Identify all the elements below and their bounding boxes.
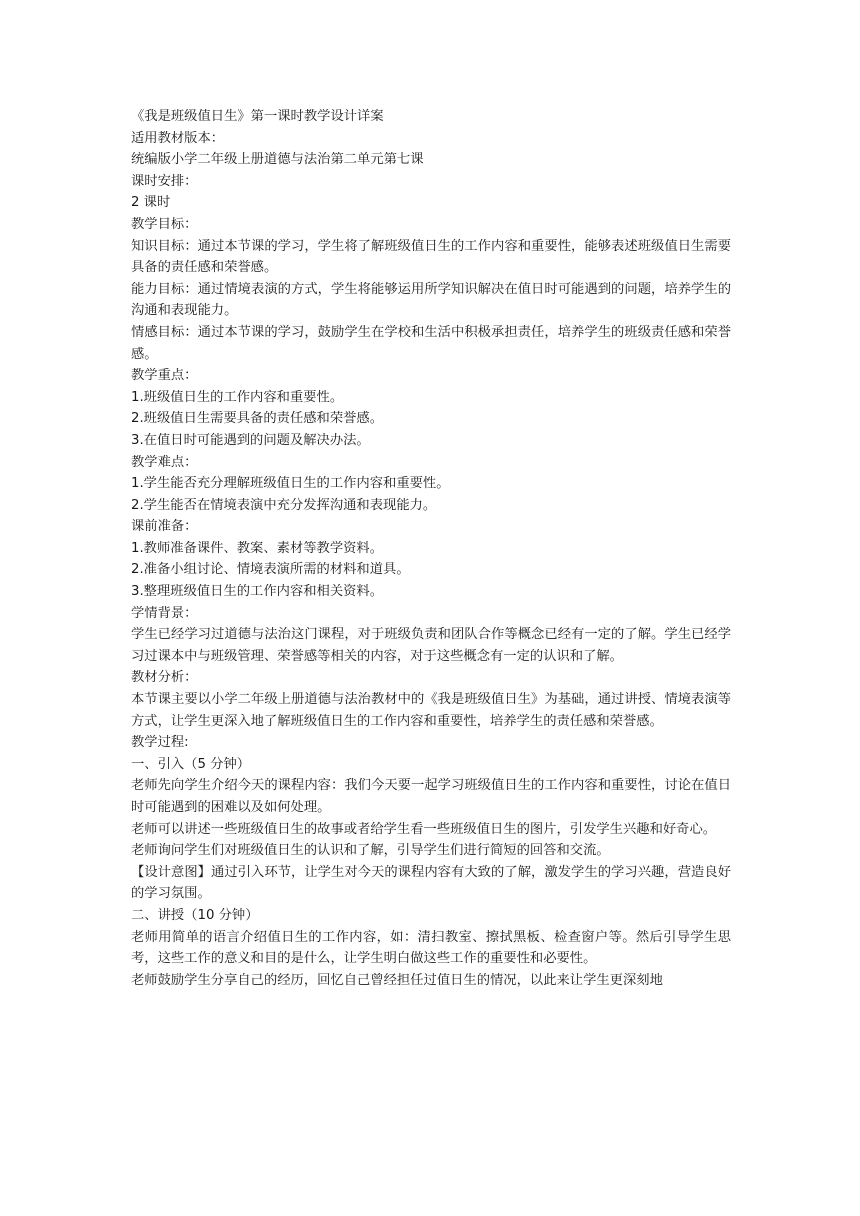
introduction-paragraph: 老师询问学生们对班级值日生的认识和了解，引导学生们进行简短的回答和交流。 bbox=[131, 843, 610, 859]
heading-learner-background: 学情背景： bbox=[131, 605, 198, 621]
heading-class-hours: 课时安排： bbox=[131, 173, 198, 189]
goal-knowledge: 知识目标：通过本节课的学习，学生将了解班级值日生的工作内容和重要性，能够表述班级值日生需要具备的责任感和荣誉感。 bbox=[131, 238, 731, 276]
preparation-item: 2.准备小组讨论、情境表演所需的材料和道具。 bbox=[131, 562, 410, 578]
textbook-version-text: 统编版小学二年级上册道德与法治第二单元第七课 bbox=[131, 152, 424, 168]
key-point-item: 2.班级值日生需要具备的责任感和荣誉感。 bbox=[131, 411, 384, 427]
section-introduction: 一、引入（5 分钟） bbox=[131, 756, 251, 772]
introduction-paragraph: 老师可以讲述一些班级值日生的故事或者给学生看一些班级值日生的图片，引发学生兴趣和好奇心。 bbox=[131, 821, 717, 837]
goal-ability: 能力目标：通过情境表演的方式，学生将能够运用所学知识解决在值日时可能遇到的问题，培养学生的沟通和表现能力。 bbox=[131, 281, 731, 319]
difficulty-item: 1.学生能否充分理解班级值日生的工作内容和重要性。 bbox=[131, 476, 450, 492]
heading-key-points: 教学重点： bbox=[131, 368, 198, 384]
difficulty-item: 2.学生能否在情境表演中充分发挥沟通和表现能力。 bbox=[131, 497, 437, 513]
lecture-paragraph: 老师用简单的语言介绍值日生的工作内容，如：清扫教室、擦拭黑板、检查窗户等。然后引导学生思考，这些工作的意义和目的是什么，让学生明白做这些工作的重要性和必要性。 bbox=[131, 929, 731, 967]
key-point-item: 1.班级值日生的工作内容和重要性。 bbox=[131, 389, 344, 405]
learner-background-text: 学生已经学习过道德与法治这门课程，对于班级负责和团队合作等概念已经有一定的了解。学生已经学习过课本中与班级管理、荣誉感等相关的内容，对于这些概念有一定的认识和了解。 bbox=[131, 627, 731, 664]
heading-teaching-process: 教学过程: bbox=[131, 735, 189, 751]
section-lecture: 二、讲授（10 分钟） bbox=[131, 907, 259, 923]
goal-emotion: 情感目标：通过本节课的学习，鼓励学生在学校和生活中积极承担责任，培养学生的班级责任感和荣誉感。 bbox=[131, 324, 731, 362]
heading-preparation: 课前准备： bbox=[131, 519, 198, 535]
heading-textbook-version: 适用教材版本： bbox=[131, 130, 225, 146]
heading-teaching-goals: 教学目标： bbox=[131, 216, 198, 232]
lecture-paragraph: 老师鼓励学生分享自己的经历，回忆自己曾经担任过值日生的情况，以此来让学生更深刻地 bbox=[131, 972, 663, 988]
heading-material-analysis: 教材分析： bbox=[131, 670, 198, 686]
introduction-paragraph: 老师先向学生介绍今天的课程内容：我们今天要一起学习班级值日生的工作内容和重要性，讨论在值日时可能遇到的困难以及如何处理。 bbox=[131, 778, 731, 815]
key-point-item: 3.在值日时可能遇到的问题及解决办法。 bbox=[131, 432, 370, 448]
heading-difficulties: 教学难点： bbox=[131, 454, 198, 470]
preparation-item: 3.整理班级值日生的工作内容和相关资料。 bbox=[131, 584, 384, 600]
preparation-item: 1.教师准备课件、教案、素材等教学资料。 bbox=[131, 540, 384, 556]
material-analysis-text: 本节课主要以小学二年级上册道德与法治教材中的《我是班级值日生》为基础，通过讲授、情境表演等方式，让学生更深入地了解班级值日生的工作内容和重要性，培养学生的责任感和荣誉感。 bbox=[131, 692, 731, 729]
document-body bbox=[131, 106, 731, 991]
document-title: 《我是班级值日生》第一课时教学设计详案 bbox=[131, 109, 384, 124]
class-hours-text: 2 课时 bbox=[131, 195, 171, 211]
design-intent-paragraph: 【设计意图】通过引入环节，让学生对今天的课程内容有大致的了解，激发学生的学习兴趣，营造良好的学习氛围。 bbox=[131, 864, 731, 902]
